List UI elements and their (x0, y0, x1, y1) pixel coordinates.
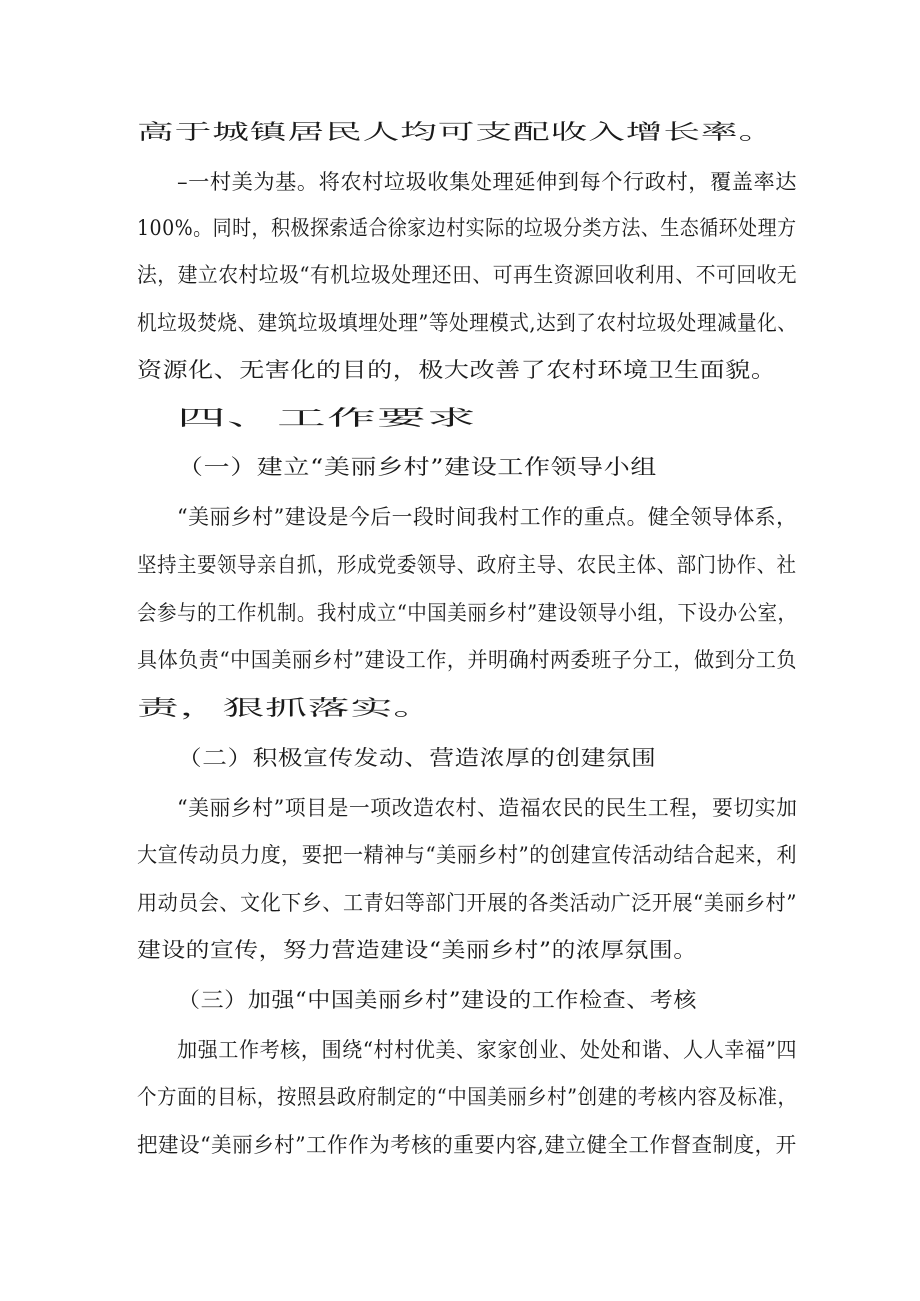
text-line: 大宣传动员力度，要把一精神与“美丽乡村”的创建宣传活动结合起来，利 (137, 843, 797, 867)
text-line: 法，建立农村垃圾“有机垃圾处理还田、可再生资源回收利用、不可回收无 (137, 263, 798, 287)
text-line: 会参与的工作机制。我村成立“中国美丽乡村”建设领导小组，下设办公室， (137, 601, 798, 625)
subsection-heading: （三）加强“中国美丽乡村”建设的工作检查、考核 (177, 988, 697, 1012)
subsection-heading: （一）建立“美丽乡村”建设工作领导小组 (177, 455, 657, 479)
text-line: 机垃圾焚烧、建筑垃圾填埋处理”等处理模式,达到了农村垃圾处理减量化、 (137, 311, 798, 335)
text-line: 高于城镇居民人均可支配收入增长率。 (137, 120, 777, 144)
section-heading: 四、工作要求 (177, 406, 478, 430)
text-line: 100%。同时，积极探索适合徐家边村实际的垃圾分类方法、生态循环处理方 (137, 216, 797, 240)
text-line: 把建设“美丽乡村”工作作为考核的重要内容,建立健全工作督查制度，开 (137, 1133, 797, 1157)
text-line: –一村美为基。将农村垃圾收集处理延伸到每个行政村，覆盖率达 (177, 170, 797, 194)
text-line: 坚持主要领导亲自抓，形成党委领导、政府主导、农民主体、部门协作、社 (137, 553, 797, 577)
text-line: 用动员会、文化下乡、工青妇等部门开展的各类活动广泛开展“美丽乡村” (137, 891, 797, 915)
text-line: 建设的宣传，努力营造建设“美丽乡村”的浓厚氛围。 (137, 938, 698, 962)
text-line: 资源化、无害化的目的，极大改善了农村环境卫生面貌。 (137, 358, 777, 382)
text-line: “美丽乡村”项目是一项改造农村、造福农民的民生工程，要切实加 (177, 796, 798, 820)
text-line: 个方面的目标，按照县政府制定的“中国美丽乡村”创建的考核内容及标准， (137, 1085, 798, 1109)
text-line: 责，狠抓落实。 (137, 696, 437, 720)
text-line: “美丽乡村”建设是今后一段时间我村工作的重点。健全领导体系， (177, 505, 798, 529)
text-line: 加强工作考核，围绕“村村优美、家家创业、处处和谐、人人幸福”四 (177, 1038, 798, 1062)
text-line: 具体负责“中国美丽乡村”建设工作，并明确村两委班子分工，做到分工负 (137, 648, 797, 672)
subsection-heading: （二）积极宣传发动、营造浓厚的创建氛围 (177, 746, 657, 770)
